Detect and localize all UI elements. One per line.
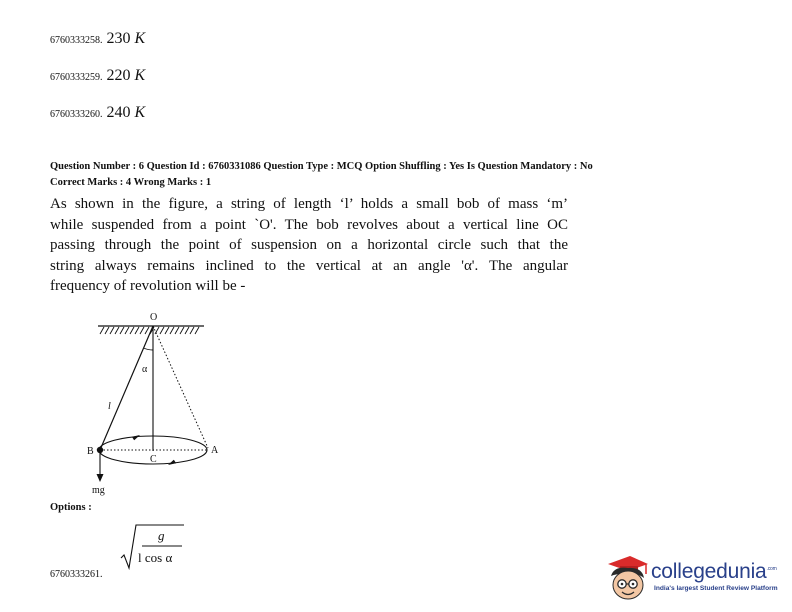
option-id: 6760333260. [50, 109, 103, 120]
option-number: 240 [106, 104, 131, 121]
collegedunia-logo [602, 552, 790, 608]
option-number: 230 [106, 30, 131, 47]
options-heading: Options : [50, 502, 92, 513]
option-unit: K [134, 104, 146, 121]
denominator: l cos α [138, 550, 173, 565]
sqrt-fraction [120, 522, 190, 572]
logo-tagline: India's largest Student Review Platform [654, 585, 778, 592]
question-marks: Correct Marks : 4 Wrong Marks : 1 [50, 177, 212, 188]
option-row [50, 67, 145, 85]
label-alpha: α [142, 364, 148, 375]
logo-name: collegedunia [651, 560, 767, 583]
logo-wordmark [651, 560, 777, 584]
question-line: string always remains inclined to the vertical at an angle 'α'. The angular [50, 257, 568, 274]
pendulum-figure [80, 306, 230, 503]
question-line: while suspended from a point `O'. The bob revolves about a vertical line OC [50, 216, 568, 233]
question-text [50, 194, 568, 297]
label-c: C [150, 454, 157, 465]
label-mg: mg [92, 485, 105, 496]
question-line: As shown in the figure, a string of length ‘l’ holds a small bob of mass ‘m’ [50, 196, 568, 212]
string-ob [100, 326, 153, 450]
option-row [50, 30, 145, 48]
pendulum-diagram [80, 306, 230, 498]
option-unit: K [134, 67, 146, 84]
question-line: passing through the point of suspension on a horizontal circle such that the [50, 237, 568, 253]
option-id: 6760333258. [50, 35, 103, 46]
option-value [107, 104, 146, 122]
logo-suffix: .com [766, 566, 777, 572]
option-number: 220 [106, 67, 131, 84]
option-formula [120, 522, 190, 577]
arrow-bottom-icon [169, 460, 176, 465]
dotted-line-oa [153, 326, 208, 448]
numerator: g [158, 528, 165, 543]
label-b: B [87, 446, 94, 457]
label-a: A [211, 445, 219, 456]
option-value [107, 67, 146, 85]
label-o: O [150, 312, 158, 323]
option-id: 6760333259. [50, 72, 103, 83]
angle-arc [144, 348, 154, 350]
question-line: frequency of revolution will be - [50, 278, 246, 294]
option-unit: K [134, 30, 146, 47]
option-row [50, 104, 145, 122]
option-value [107, 30, 146, 48]
question-meta: Question Number : 6 Question Id : 6760331086 Question Type : MCQ Option Shuffling : Yes Is Question Mandatory : No [50, 161, 593, 172]
weight-arrow-icon [97, 474, 104, 482]
option-id: 6760333261. [50, 569, 103, 580]
mascot-icon [602, 552, 650, 608]
option-row [50, 569, 103, 580]
label-l: l [108, 401, 111, 412]
arrow-top-icon [132, 436, 139, 441]
